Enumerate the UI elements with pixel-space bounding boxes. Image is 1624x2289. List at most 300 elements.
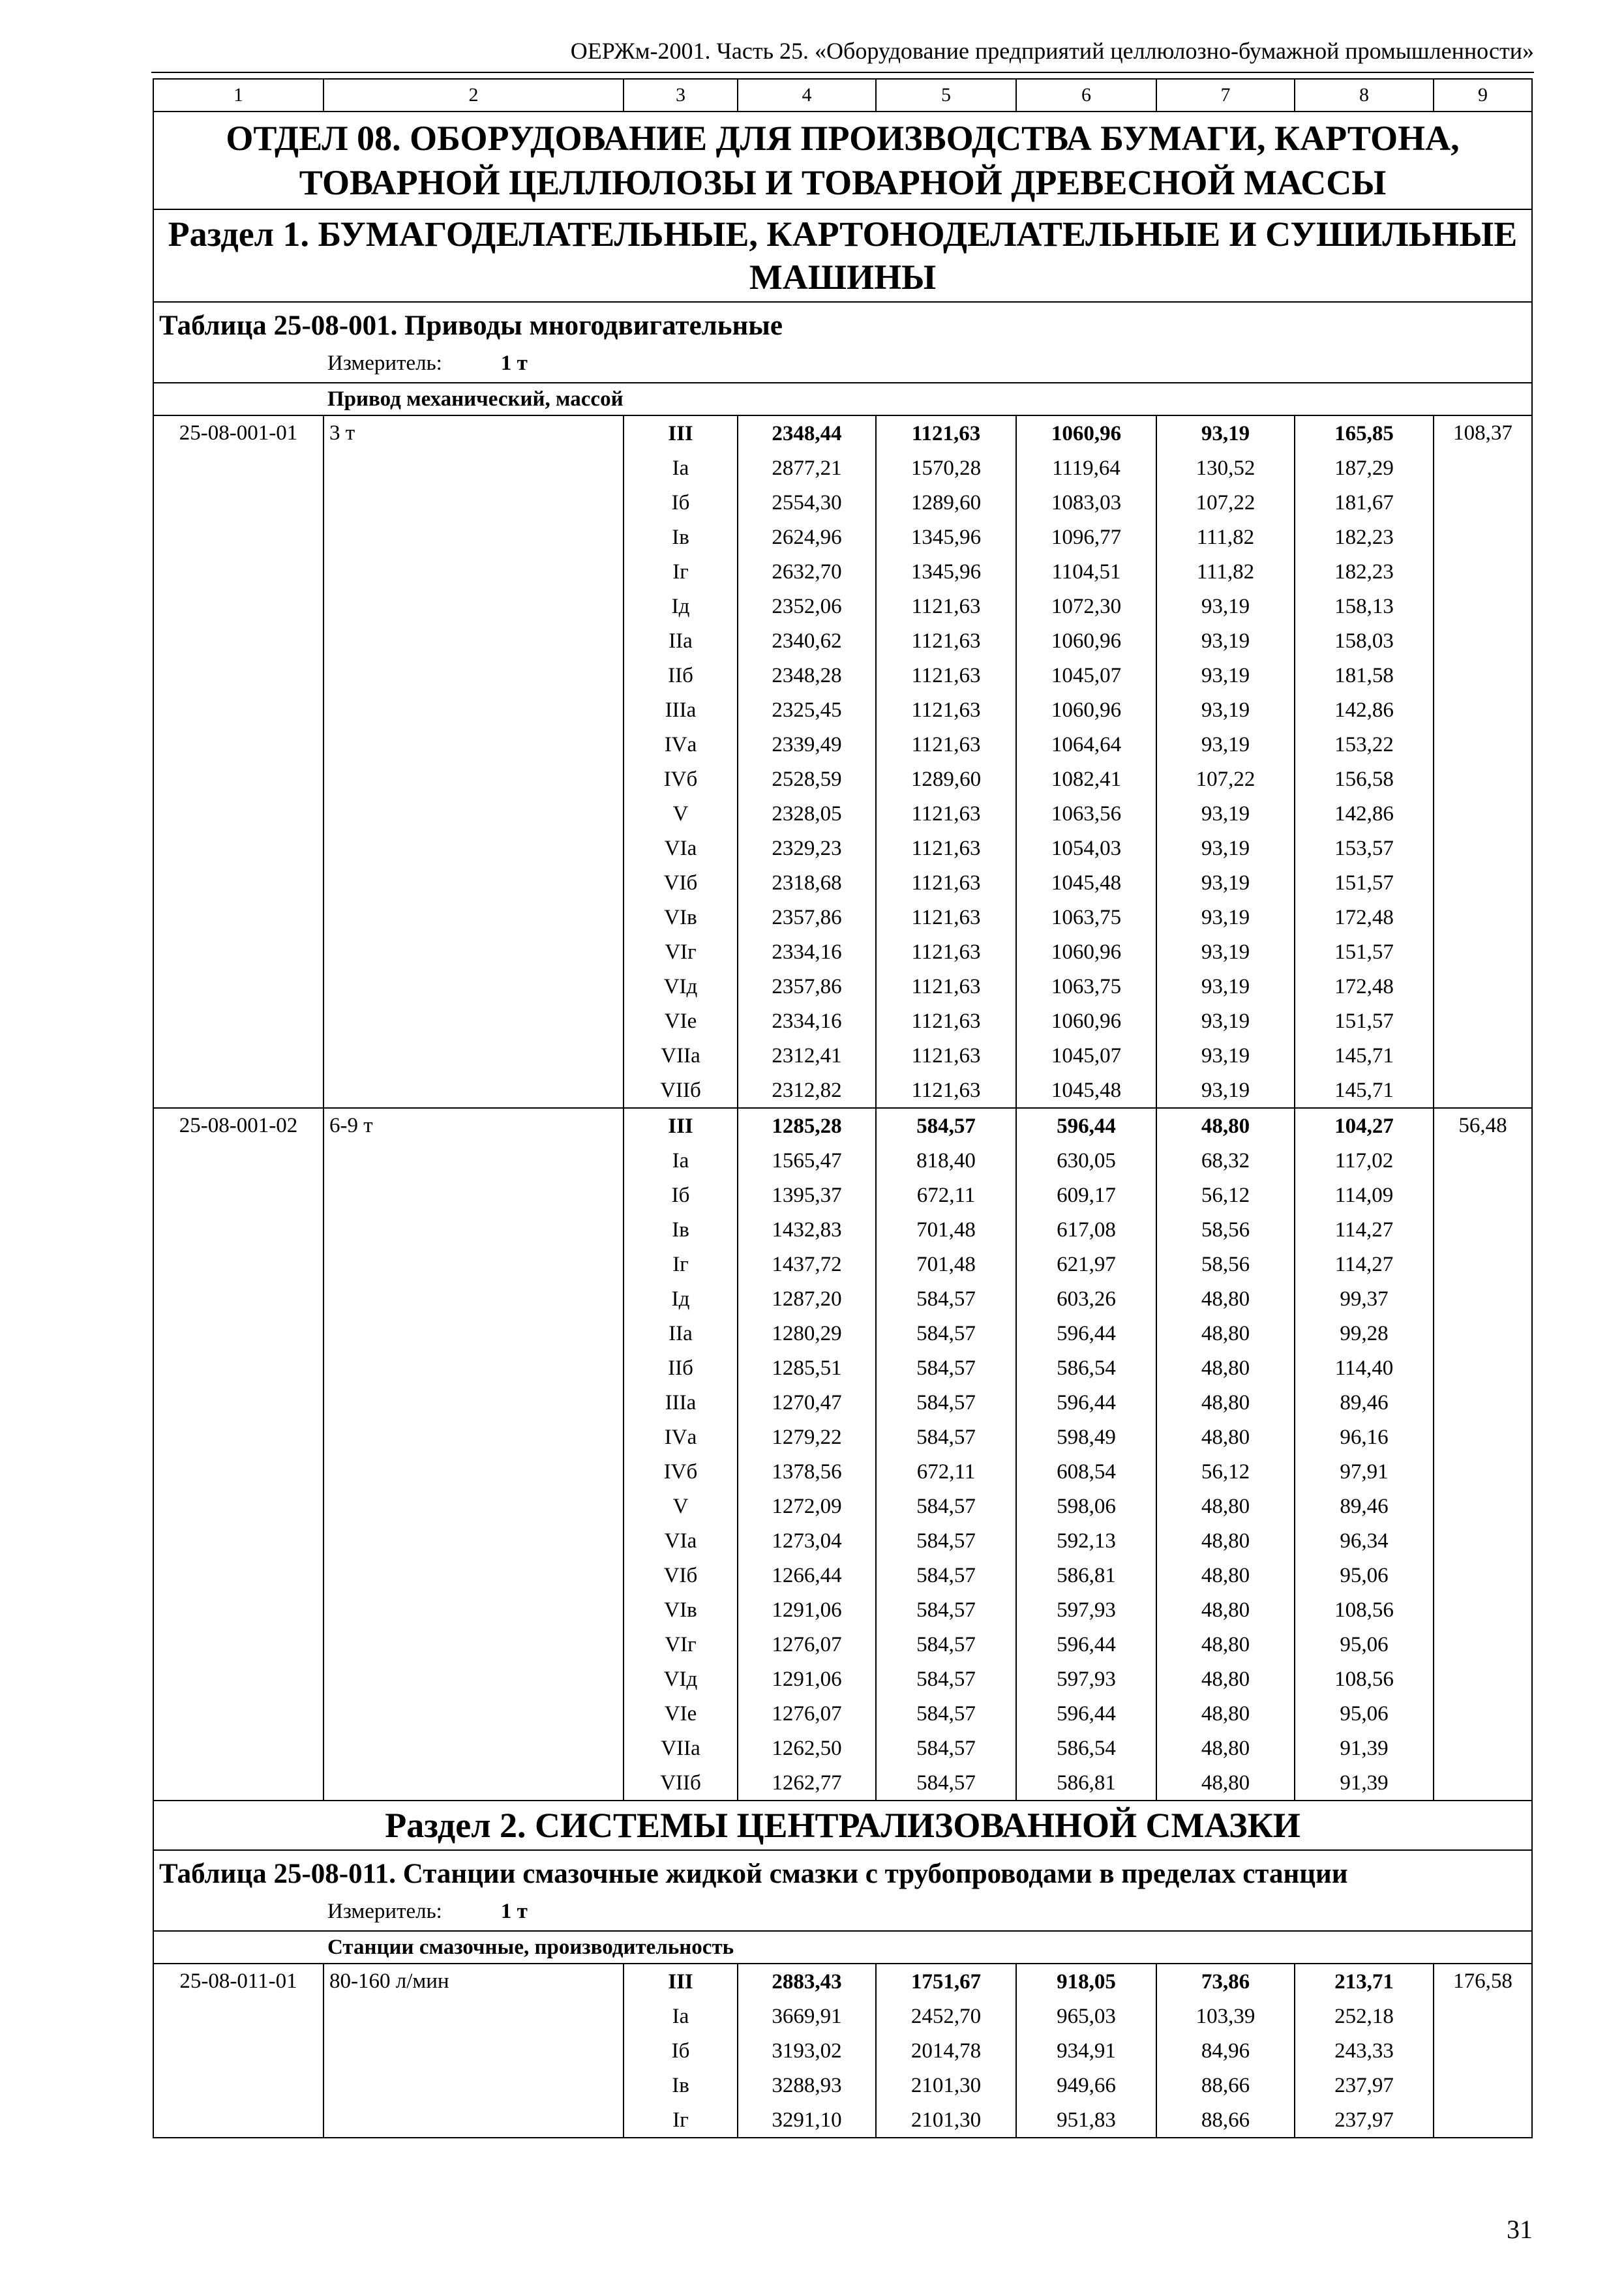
rate-value: 48,80 [1156,1523,1295,1558]
rate-value: 597,93 [1016,1662,1156,1696]
meter-line [153,1893,1532,1931]
rate-value: 1082,41 [1016,762,1156,796]
rate-value: 586,54 [1016,1731,1156,1765]
rate-value: 88,66 [1156,2102,1295,2138]
rate-value: 701,48 [876,1247,1016,1281]
rate-value: 2624,96 [738,520,876,554]
rate-value: 151,57 [1295,935,1434,969]
rate-value: 103,39 [1156,1999,1295,2033]
rate-value: 156,58 [1295,762,1434,796]
rate-value: 586,81 [1016,1765,1156,1801]
rate-value: 2357,86 [738,900,876,935]
rate-value: 2334,16 [738,1004,876,1038]
zone-label: VIа [624,1523,738,1558]
rate-value: 93,19 [1156,865,1295,900]
column-number: 6 [1016,79,1156,112]
rate-value: 1565,47 [738,1143,876,1178]
zone-label: Iг [624,2102,738,2138]
rate-value: 584,57 [876,1662,1016,1696]
meter-label: Измеритель: [327,352,442,375]
rate-value: 584,57 [876,1523,1016,1558]
rate-value: 97,91 [1295,1454,1434,1489]
rate-value: 93,19 [1156,1073,1295,1108]
rate-value: 1287,20 [738,1281,876,1316]
zone-label: Iв [624,520,738,554]
rate-value: 617,08 [1016,1212,1156,1247]
rate-value: 1121,63 [876,623,1016,658]
rate-value: 1272,09 [738,1489,876,1523]
table-title: Таблица 25-08-011. Станции смазочные жидкой смазки с трубопроводами в пределах станции [153,1850,1532,1893]
rate-value: 48,80 [1156,1385,1295,1420]
zone-label: Iб [624,2033,738,2068]
rate-value: 596,44 [1016,1385,1156,1420]
rate-value: 2101,30 [876,2068,1016,2102]
rate-value: 1063,75 [1016,900,1156,935]
zone-label: Iа [624,1999,738,2033]
rate-value: 48,80 [1156,1765,1295,1801]
rate-value: 584,57 [876,1385,1016,1420]
rate-value: 182,23 [1295,554,1434,589]
rate-value: 2339,49 [738,727,876,762]
zone-label: VIа [624,831,738,865]
rates-table [153,78,1533,2138]
zone-label: Iг [624,554,738,589]
zone-label: Iа [624,451,738,485]
rate-value: 1121,63 [876,727,1016,762]
rate-value: 48,80 [1156,1696,1295,1731]
rate-value: 252,18 [1295,1999,1434,2033]
item-code: 25-08-011-01 [153,1964,323,2138]
rate-value: 182,23 [1295,520,1434,554]
rate-value: 3669,91 [738,1999,876,2033]
rate-value: 1045,48 [1016,1073,1156,1108]
rate-value: 1266,44 [738,1558,876,1593]
rate-value: 145,71 [1295,1073,1434,1108]
rate-value: 1395,37 [738,1178,876,1212]
rate-value: 608,54 [1016,1454,1156,1489]
rate-value: 142,86 [1295,693,1434,727]
zone-label: III [624,1108,738,1143]
zone-label: Iг [624,1247,738,1281]
zone-label: VIе [624,1004,738,1038]
rate-value: 2014,78 [876,2033,1016,2068]
rate-value: 603,26 [1016,1281,1156,1316]
rate-value: 3288,93 [738,2068,876,2102]
rate-value: 1096,77 [1016,520,1156,554]
rate-value: 3291,10 [738,2102,876,2138]
header-rule [151,72,1534,73]
rate-value: 1437,72 [738,1247,876,1281]
rate-value: 213,71 [1295,1964,1434,1999]
rate-value: 88,66 [1156,2068,1295,2102]
rate-value: 142,86 [1295,796,1434,831]
zone-label: Iб [624,1178,738,1212]
column-number: 9 [1434,79,1532,112]
rate-value: 2312,82 [738,1073,876,1108]
rate-value: 1063,75 [1016,969,1156,1004]
rate-value: 93,19 [1156,623,1295,658]
rate-value: 48,80 [1156,1627,1295,1662]
rate-value: 2352,06 [738,589,876,623]
rate-value: 1121,63 [876,1073,1016,1108]
rate-value: 99,37 [1295,1281,1434,1316]
zone-label: VIд [624,969,738,1004]
rate-value: 918,05 [1016,1964,1156,1999]
rate-value: 181,67 [1295,485,1434,520]
rate-value: 584,57 [876,1731,1016,1765]
rate-value: 2452,70 [876,1999,1016,2033]
column-number: 1 [153,79,323,112]
zone-label: V [624,796,738,831]
rate-value: 1289,60 [876,762,1016,796]
rate-value: 2328,05 [738,796,876,831]
rate-value: 1345,96 [876,554,1016,589]
rate-value: 2883,43 [738,1964,876,1999]
rate-value: 2528,59 [738,762,876,796]
rate-value: 584,57 [876,1765,1016,1801]
zone-label: IIIа [624,693,738,727]
rate-value: 597,93 [1016,1593,1156,1627]
rate-value: 1063,56 [1016,796,1156,831]
rate-value: 108,56 [1295,1662,1434,1696]
rate-value: 111,82 [1156,554,1295,589]
rate-value: 1121,63 [876,865,1016,900]
rate-value: 104,27 [1295,1108,1434,1143]
rate-value: 1121,63 [876,589,1016,623]
rate-value: 95,06 [1295,1558,1434,1593]
zone-label: VIе [624,1696,738,1731]
rate-value: 151,57 [1295,1004,1434,1038]
rate-value: 1060,96 [1016,623,1156,658]
group-heading: Привод механический, массой [153,383,1532,415]
rate-value: 48,80 [1156,1316,1295,1351]
rate-value: 56,12 [1156,1178,1295,1212]
rate-value: 2101,30 [876,2102,1016,2138]
rate-value: 592,13 [1016,1523,1156,1558]
column-number: 3 [624,79,738,112]
rate-value: 1378,56 [738,1454,876,1489]
rate-value: 1279,22 [738,1420,876,1454]
rate-value: 1072,30 [1016,589,1156,623]
zone-label: VIд [624,1662,738,1696]
column-number: 5 [876,79,1016,112]
rate-value: 153,57 [1295,831,1434,865]
rate-value: 951,83 [1016,2102,1156,2138]
rate-value: 93,19 [1156,935,1295,969]
rate-value: 1121,63 [876,935,1016,969]
rate-value: 1045,07 [1016,658,1156,693]
rate-value: 1045,07 [1016,1038,1156,1073]
item-name: 80-160 л/мин [323,1964,624,2138]
rate-value: 596,44 [1016,1696,1156,1731]
item-price: 56,48 [1434,1108,1532,1801]
zone-label: VIIа [624,1038,738,1073]
zone-label: IIа [624,1316,738,1351]
rate-value: 1291,06 [738,1662,876,1696]
column-number: 7 [1156,79,1295,112]
rate-value: 56,12 [1156,1454,1295,1489]
rate-value: 1273,04 [738,1523,876,1558]
rate-value: 584,57 [876,1420,1016,1454]
rate-value: 630,05 [1016,1143,1156,1178]
zone-label: IIб [624,658,738,693]
rate-value: 96,34 [1295,1523,1434,1558]
rate-value: 130,52 [1156,451,1295,485]
rate-value: 1121,63 [876,969,1016,1004]
rate-value: 237,97 [1295,2068,1434,2102]
item-code: 25-08-001-02 [153,1108,323,1801]
rate-value: 609,17 [1016,1178,1156,1212]
rate-value: 91,39 [1295,1765,1434,1801]
zone-label: IIа [624,623,738,658]
section-title: Раздел 2. СИСТЕМЫ ЦЕНТРАЛИЗОВАННОЙ СМАЗКИ [153,1801,1532,1850]
group-heading: Станции смазочные, производительность [153,1931,1532,1964]
rate-value: 584,57 [876,1627,1016,1662]
rate-value: 584,57 [876,1489,1016,1523]
division-title: ОТДЕЛ 08. ОБОРУДОВАНИЕ ДЛЯ ПРОИЗВОДСТВА БУМАГИ, КАРТОНА, ТОВАРНОЙ ЦЕЛЛЮЛОЗЫ И ТОВАРНОЙ ДРЕВЕСНОЙ МАССЫ [153,112,1532,209]
rate-value: 1064,64 [1016,727,1156,762]
rate-value: 1121,63 [876,693,1016,727]
zone-label: Iб [624,485,738,520]
column-number: 4 [738,79,876,112]
rate-value: 93,19 [1156,831,1295,865]
rate-value: 2348,28 [738,658,876,693]
rate-value: 48,80 [1156,1662,1295,1696]
rate-value: 172,48 [1295,900,1434,935]
rate-value: 158,03 [1295,623,1434,658]
rate-value: 1270,47 [738,1385,876,1420]
rate-value: 586,81 [1016,1558,1156,1593]
item-price: 176,58 [1434,1964,1532,2138]
zone-label: V [624,1489,738,1523]
rate-value: 243,33 [1295,2033,1434,2068]
rate-value: 114,40 [1295,1351,1434,1385]
meter-value: 1 т [500,1900,528,1923]
zone-label: Iд [624,589,738,623]
rate-value: 91,39 [1295,1731,1434,1765]
rate-value: 1045,48 [1016,865,1156,900]
zone-label: Iв [624,2068,738,2102]
zone-label: VIIб [624,1073,738,1108]
rate-value: 108,56 [1295,1593,1434,1627]
rate-value: 93,19 [1156,693,1295,727]
rate-value: 1345,96 [876,520,1016,554]
rate-value: 965,03 [1016,1999,1156,2033]
rate-value: 1276,07 [738,1627,876,1662]
rate-value: 93,19 [1156,900,1295,935]
page-number: 31 [1507,2215,1533,2244]
section-title: Раздел 1. БУМАГОДЕЛАТЕЛЬНЫЕ, КАРТОНОДЕЛАТЕЛЬНЫЕ И СУШИЛЬНЫЕ МАШИНЫ [153,209,1532,302]
rate-value: 584,57 [876,1593,1016,1627]
rate-value: 1751,67 [876,1964,1016,1999]
rate-value: 1262,50 [738,1731,876,1765]
rate-value: 48,80 [1156,1593,1295,1627]
zone-label: IVб [624,1454,738,1489]
rate-value: 93,19 [1156,658,1295,693]
rate-value: 117,02 [1295,1143,1434,1178]
rate-value: 107,22 [1156,485,1295,520]
rate-value: 48,80 [1156,1351,1295,1385]
rate-value: 2340,62 [738,623,876,658]
rate-value: 2329,23 [738,831,876,865]
zone-label: Iв [624,1212,738,1247]
rate-value: 84,96 [1156,2033,1295,2068]
rate-value: 621,97 [1016,1247,1156,1281]
rate-value: 158,13 [1295,589,1434,623]
rate-value: 949,66 [1016,2068,1156,2102]
zone-label: VIг [624,935,738,969]
column-number: 8 [1295,79,1434,112]
rate-value: 584,57 [876,1351,1016,1385]
rate-value: 584,57 [876,1316,1016,1351]
rate-value: 2312,41 [738,1038,876,1073]
rate-value: 114,09 [1295,1178,1434,1212]
rate-value: 93,19 [1156,415,1295,451]
rate-value: 1121,63 [876,1038,1016,1073]
rate-value: 1104,51 [1016,554,1156,589]
rate-value: 1083,03 [1016,485,1156,520]
rate-value: 145,71 [1295,1038,1434,1073]
rate-value: 672,11 [876,1178,1016,1212]
rate-value: 58,56 [1156,1247,1295,1281]
rate-value: 701,48 [876,1212,1016,1247]
rate-value: 1285,28 [738,1108,876,1143]
rate-value: 48,80 [1156,1558,1295,1593]
rate-value: 93,19 [1156,1038,1295,1073]
rate-value: 1060,96 [1016,693,1156,727]
rate-value: 1262,77 [738,1765,876,1801]
rate-value: 48,80 [1156,1489,1295,1523]
rate-value: 99,28 [1295,1316,1434,1351]
meter-line [153,344,1532,383]
rate-value: 93,19 [1156,727,1295,762]
rate-value: 1121,63 [876,415,1016,451]
rate-value: 2554,30 [738,485,876,520]
zone-label: VIг [624,1627,738,1662]
rate-value: 89,46 [1295,1489,1434,1523]
rate-value: 95,06 [1295,1696,1434,1731]
rate-value: 1276,07 [738,1696,876,1731]
zone-label: VIIб [624,1765,738,1801]
rate-value: 2348,44 [738,415,876,451]
rate-value: 181,58 [1295,658,1434,693]
rate-value: 584,57 [876,1696,1016,1731]
item-name: 3 т [323,415,624,1108]
rate-value: 596,44 [1016,1627,1156,1662]
rate-value: 172,48 [1295,969,1434,1004]
rate-value: 1280,29 [738,1316,876,1351]
rate-value: 68,32 [1156,1143,1295,1178]
rate-value: 1121,63 [876,1004,1016,1038]
zone-label: VIв [624,900,738,935]
rate-value: 73,86 [1156,1964,1295,1999]
zone-label: IVб [624,762,738,796]
rate-value: 672,11 [876,1454,1016,1489]
rate-value: 2334,16 [738,935,876,969]
rate-value: 153,22 [1295,727,1434,762]
rate-value: 1570,28 [876,451,1016,485]
item-name: 6-9 т [323,1108,624,1801]
rate-value: 93,19 [1156,589,1295,623]
rate-value: 2877,21 [738,451,876,485]
rate-value: 107,22 [1156,762,1295,796]
rate-value: 114,27 [1295,1212,1434,1247]
rate-value: 58,56 [1156,1212,1295,1247]
rate-value: 1121,63 [876,796,1016,831]
rate-value: 598,06 [1016,1489,1156,1523]
rate-value: 1121,63 [876,831,1016,865]
rate-value: 111,82 [1156,520,1295,554]
rate-value: 151,57 [1295,865,1434,900]
zone-label: IIIа [624,1385,738,1420]
rate-value: 1060,96 [1016,935,1156,969]
rate-value: 48,80 [1156,1420,1295,1454]
rate-value: 237,97 [1295,2102,1434,2138]
rate-value: 1285,51 [738,1351,876,1385]
rate-value: 584,57 [876,1108,1016,1143]
zone-label: III [624,415,738,451]
item-code: 25-08-001-01 [153,415,323,1108]
rate-value: 96,16 [1295,1420,1434,1454]
rate-value: 596,44 [1016,1316,1156,1351]
rate-value: 584,57 [876,1281,1016,1316]
rate-value: 2357,86 [738,969,876,1004]
zone-label: VIб [624,865,738,900]
rate-value: 1119,64 [1016,451,1156,485]
zone-label: Iд [624,1281,738,1316]
rate-value: 187,29 [1295,451,1434,485]
meter-value: 1 т [500,352,528,375]
zone-label: Iа [624,1143,738,1178]
rate-value: 1060,96 [1016,1004,1156,1038]
table-title: Таблица 25-08-001. Приводы многодвигательные [153,302,1532,344]
rate-value: 2318,68 [738,865,876,900]
rate-value: 114,27 [1295,1247,1434,1281]
rate-value: 1289,60 [876,485,1016,520]
rate-value: 584,57 [876,1558,1016,1593]
rate-value: 818,40 [876,1143,1016,1178]
zone-label: IIб [624,1351,738,1385]
rate-value: 48,80 [1156,1108,1295,1143]
rate-value: 934,91 [1016,2033,1156,2068]
rate-value: 48,80 [1156,1281,1295,1316]
rate-value: 596,44 [1016,1108,1156,1143]
rate-value: 165,85 [1295,415,1434,451]
rate-value: 598,49 [1016,1420,1156,1454]
rate-value: 95,06 [1295,1627,1434,1662]
rate-value: 93,19 [1156,969,1295,1004]
rate-value: 3193,02 [738,2033,876,2068]
rate-value: 2325,45 [738,693,876,727]
rate-value: 93,19 [1156,1004,1295,1038]
zone-label: VIIа [624,1731,738,1765]
rate-value: 586,54 [1016,1351,1156,1385]
rate-value: 1054,03 [1016,831,1156,865]
meter-label: Измеритель: [327,1900,442,1923]
rate-value: 1291,06 [738,1593,876,1627]
zone-label: IVа [624,727,738,762]
zone-label: VIб [624,1558,738,1593]
page-header: ОЕРЖм-2001. Часть 25. «Оборудование предприятий целлюлозно-бумажной промышленности» [570,38,1534,64]
rate-value: 1121,63 [876,900,1016,935]
rate-value: 1060,96 [1016,415,1156,451]
rate-value: 48,80 [1156,1731,1295,1765]
rate-value: 89,46 [1295,1385,1434,1420]
zone-label: III [624,1964,738,1999]
zone-label: IVа [624,1420,738,1454]
zone-label: VIв [624,1593,738,1627]
rate-value: 1121,63 [876,658,1016,693]
